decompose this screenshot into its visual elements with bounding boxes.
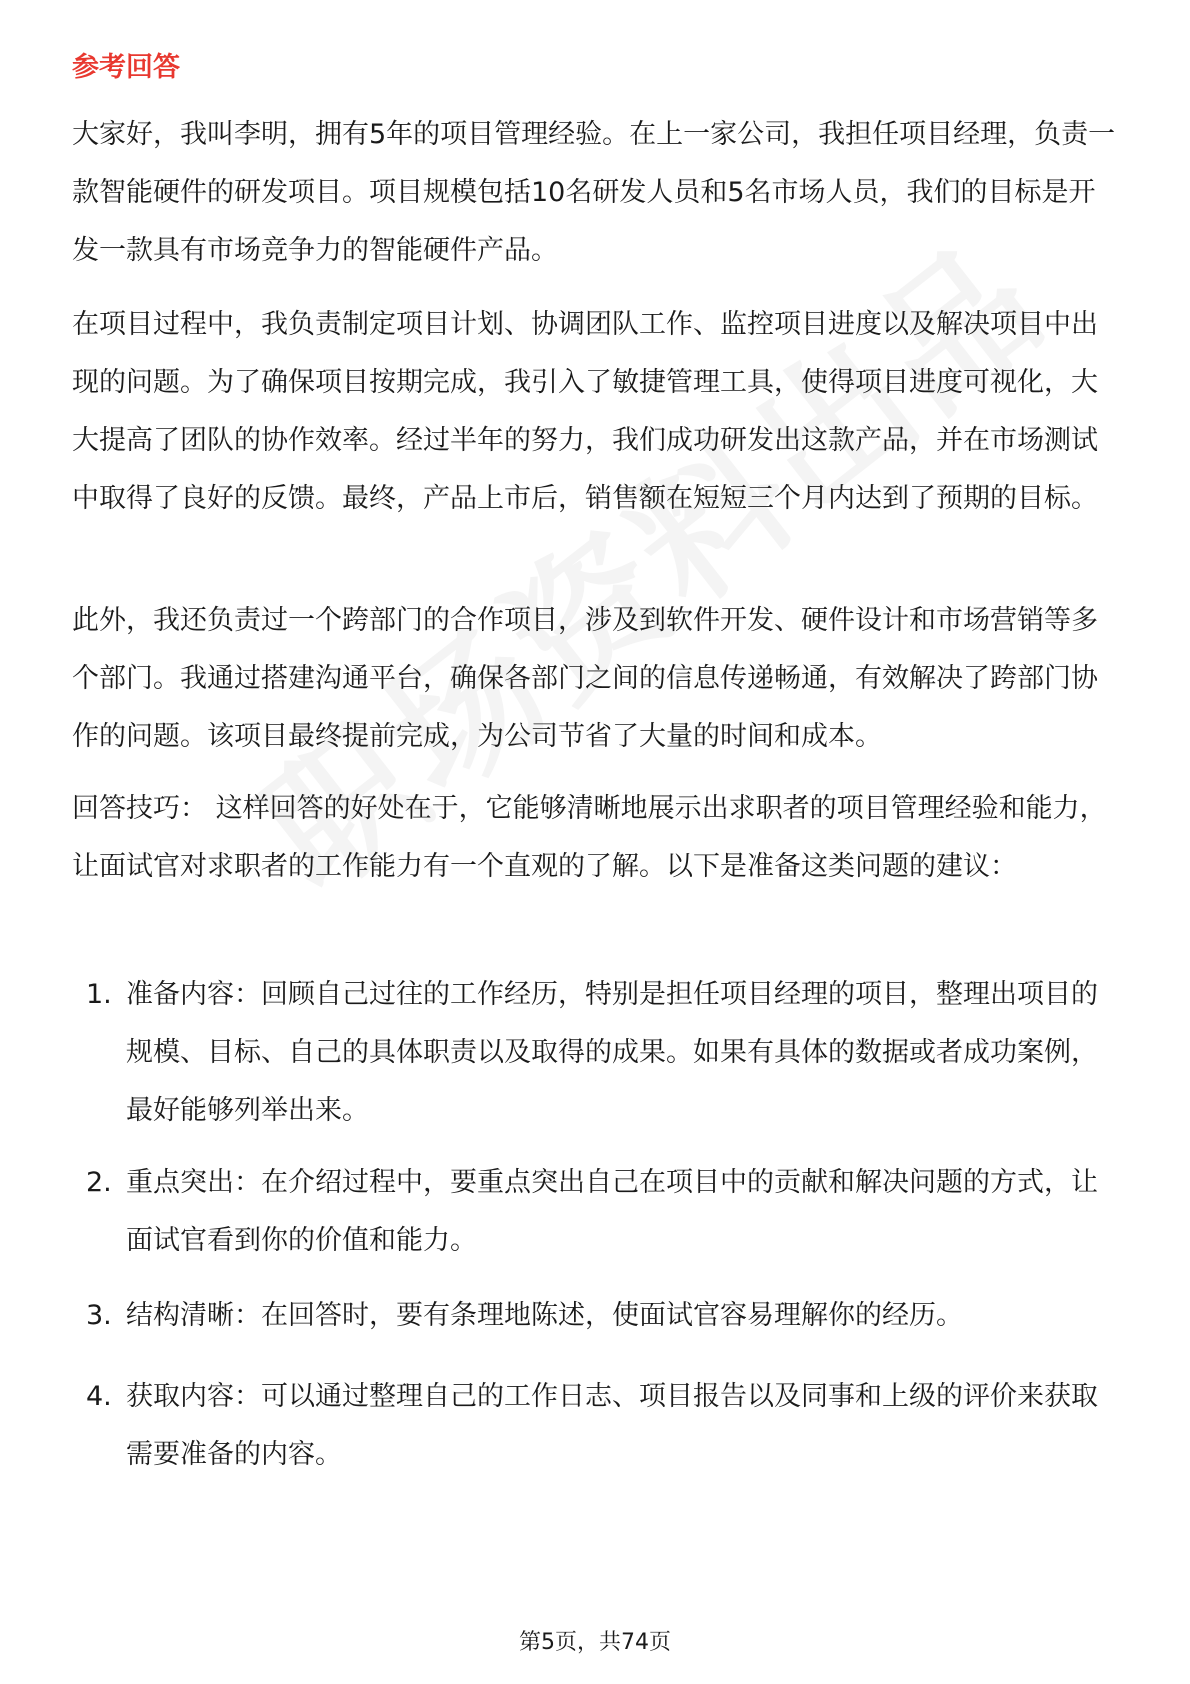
list-item-text: 结构清晰：在回答时，要有条理地陈述，使面试官容易理解你的经历。 <box>126 1300 963 1331</box>
paragraph-process: 在项目过程中，我负责制定项目计划、协调团队工作、监控项目进度以及解决项目中出现的问题。为了确保项目按期完成，我引入了敏捷管理工具，使得项目进度可视化，大大提高了团队的协作效率。经过半年的努力，我们成功研发出这款产品，并在市场测试中取得了良好的反馈。最终，产品上市后，销售额在短短三个月内达到了预期的目标。 <box>72 309 1098 514</box>
list-item <box>72 1368 1122 1484</box>
list-item-number: 1. <box>86 979 112 1010</box>
list-item-text: 重点突出：在介绍过程中，要重点突出自己在项目中的贡献和解决问题的方式，让面试官看到你的价值和能力。 <box>126 1167 1098 1256</box>
section-heading: 参考回答 <box>72 52 180 83</box>
list-item <box>72 1287 1122 1345</box>
list-item-number: 3. <box>86 1300 112 1331</box>
list-item-text: 获取内容：可以通过整理自己的工作日志、项目报告以及同事和上级的评价来获取需要准备的内容。 <box>126 1381 1098 1470</box>
list-item-number: 4. <box>86 1381 112 1412</box>
page-number: 第5页，共74页 <box>519 1630 671 1655</box>
paragraph-tips: 回答技巧： 这样回答的好处在于，它能够清晰地展示出求职者的项目管理经验和能力，让面试官对求职者的工作能力有一个直观的了解。以下是准备这类问题的建议： <box>72 793 1107 882</box>
paragraph-intro: 大家好，我叫李明，拥有5年的项目管理经验。在上一家公司，我担任项目经理，负责一款智能硬件的研发项目。项目规模包括10名研发人员和5名市场人员，我们的目标是开发一款具有市场竞争力的智能硬件产品。 <box>72 119 1116 266</box>
list-item-text: 准备内容：回顾自己过往的工作经历，特别是担任项目经理的项目，整理出项目的规模、目标、自己的具体职责以及取得的成果。如果有具体的数据或者成功案例，最好能够列举出来。 <box>126 979 1098 1126</box>
paragraph-cross-department: 此外，我还负责过一个跨部门的合作项目，涉及到软件开发、硬件设计和市场营销等多个部门。我通过搭建沟通平台，确保各部门之间的信息传递畅通，有效解决了跨部门协作的问题。该项目最终提前完成，为公司节省了大量的时间和成本。 <box>72 605 1098 752</box>
list-item <box>72 1154 1122 1270</box>
list-item <box>72 966 1122 1140</box>
list-item-number: 2. <box>86 1167 112 1198</box>
